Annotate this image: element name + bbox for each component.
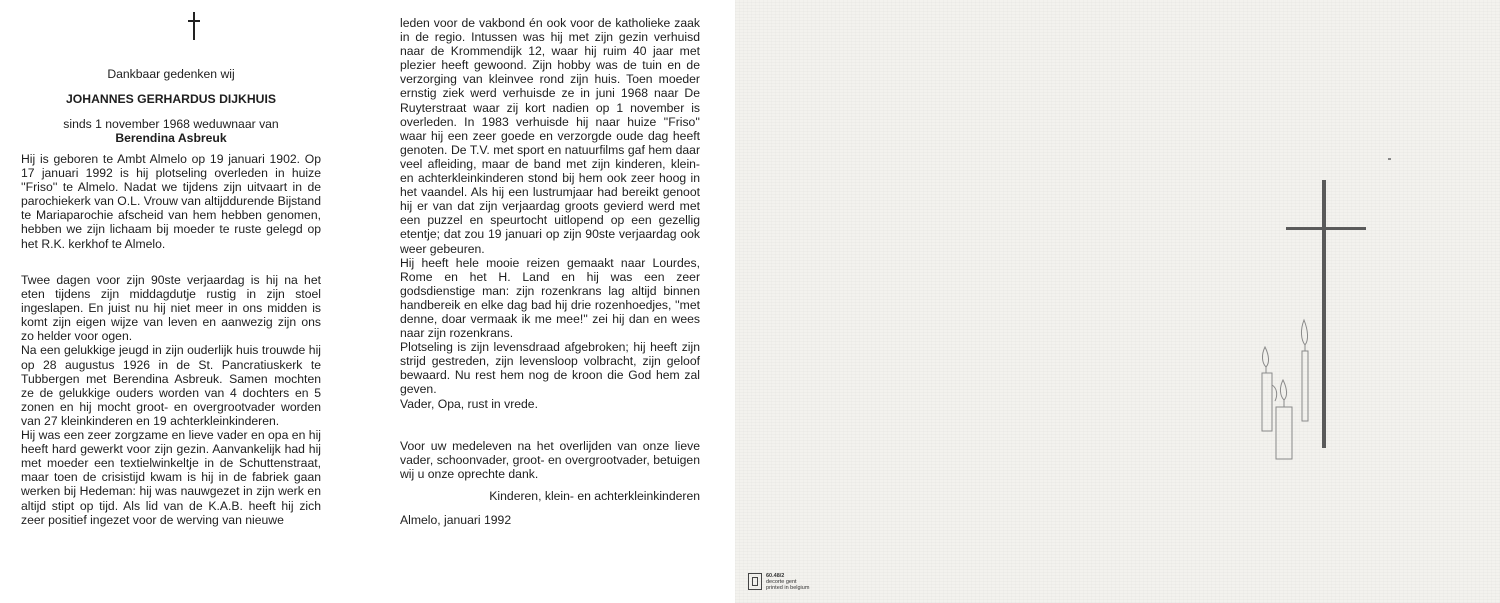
place-date: Almelo, januari 1992 [400, 513, 512, 527]
printer-code: 60.48/2 [766, 573, 785, 579]
printer-company: decorte gent [766, 579, 797, 585]
widower-line: sinds 1 november 1968 weduwnaar van [63, 117, 279, 131]
paragraph-passing: Plotseling is zijn levensdraad afgebroken; hij heeft zijn strijd gestreden, zijn levensloop volbracht, zijn geloof bewaard. Nu rest hem nog de kroon die God hem zal geven. [400, 340, 700, 397]
large-cross-icon [1286, 180, 1366, 448]
paragraph-birth: Hij is geboren te Ambt Almelo op 19 januari 1902. Op 17 januari 1992 is hij plotseling overleden in huize ''Friso'' te Almelo. Nadat we tijdens zijn uitvaart in de parochiekerk van O.L. Vrouw van altijddurende Bijstand te Mariaparochie afscheid van hem hebben genomen, hebben we zijn lichaam bij moeder te ruste gelegd op het R.K. kerkhof te Almelo. [21, 152, 321, 251]
wife-name: Berendina Asbreuk [115, 131, 227, 145]
short-candle-icon [1276, 380, 1292, 459]
printer-logo-icon [748, 573, 762, 590]
widower-info [21, 117, 321, 145]
signature-line: Kinderen, klein- en achterkleinkinderen [489, 488, 700, 503]
paragraph-marriage: Na een gelukkige jeugd in zijn ouderlijk huis trouwde hij op 28 augustus 1926 in de St. Pancratiuskerk te Tubbergen met Berendina Asbreuk. Samen mochten ze de gelukkige ouders worden van 4 dochters en 5 zonen en hij mocht groot- en overgrootvader worden van 27 kleinkinderen en 19 achterkleinkinderen. [21, 343, 321, 428]
printer-mark [748, 571, 858, 595]
paragraph-work: Hij was een zeer zorgzame en lieve vader en opa en hij heeft hard gewerkt voor zijn gezin. Aanvankelijk had hij met moeder een textielwinkeltje in de Schuttenstraat, maar toen de crisistijd kwam is hij in de fabriek gaan werken bij Hedeman: hij was nauwgezet in zijn werk en altijd stipt op tijd. Als lid van de K.A.B. heeft hij zich zeer positief ingezet voor de werving van nieuwe [21, 428, 321, 527]
card-left-page [0, 0, 735, 603]
deceased-name: JOHANNES GERHARDUS DIJKHUIS [66, 92, 276, 106]
printer-country: printed in belgium [766, 585, 810, 591]
text-column-right [400, 16, 700, 527]
paragraph-last-days: Twee dagen voor zijn 90ste verjaardag is hij na het eten tijdens zijn middagdutje rustig in zijn stoel ingeslapen. En juist nu hij niet meer in ons midden is komt zijn eigen wijze van leven en aanwezig zijn ons zo helder voor ogen. [21, 273, 321, 344]
card-right-page [735, 0, 1500, 603]
paragraph-home: leden voor de vakbond én ook voor de katholieke zaak in de regio. Intussen was hij met zijn gezin verhuisd naar de Krommendijk 12, waar hij ruim 40 jaar met plezier heeft gewoond. Zijn hobby was de tuin en de verzorging van kleinvee rond zijn huis. Toen moeder ernstig ziek werd verhuisde ze in juni 1968 naar De Ruyterstraat waar zij kort nadien op 1 november is overleden. In 1983 verhuisde hij naar huize ''Friso'' waar hij een zeer goede en verzorgde oude dag heeft genoten. De T.V. met sport en natuurfilms gaf hem daar veel afleiding, maar de band met zijn kinderen, klein- en achterkleinkinderen stond bij hem ook zeer hoog in het vaandel. Als hij een lustrumjaar had bereikt genoot hij er van dat zijn verjaardag groots gevierd werd met een puzzel en speurtocht uitlopend op een gezellig etentje; dat zou 19 januari op zijn 90ste verjaardag ook weer gebeuren. [400, 16, 700, 256]
cross-icon [185, 12, 205, 42]
paragraph-faith: Hij heeft hele mooie reizen gemaakt naar Lourdes, Rome en het H. Land en hij was een zeer godsdienstige man: zijn rozenkrans lag altijd binnen handbereik en elke dag bad hij drie rozenhoedjes, ''met denne, doar vermaak ik me mee!'' zei hij dan en wees naar zijn rozenkrans. [400, 255, 700, 341]
cross-and-candles-illustration [1250, 175, 1380, 475]
thanks-paragraph: Voor uw medeleven na het overlijden van onze lieve vader, schoonvader, groot- en overgrootvader, betuigen wij u onze oprechte dank. [400, 438, 700, 481]
intro-line: Dankbaar gedenken wij [107, 67, 235, 81]
paragraph-rest: Vader, Opa, rust in vrede. [400, 396, 538, 411]
left-candle-icon [1262, 347, 1277, 431]
paragraph-group [21, 273, 321, 527]
tall-candle-icon [1301, 320, 1308, 421]
paper-speck [1388, 158, 1391, 160]
